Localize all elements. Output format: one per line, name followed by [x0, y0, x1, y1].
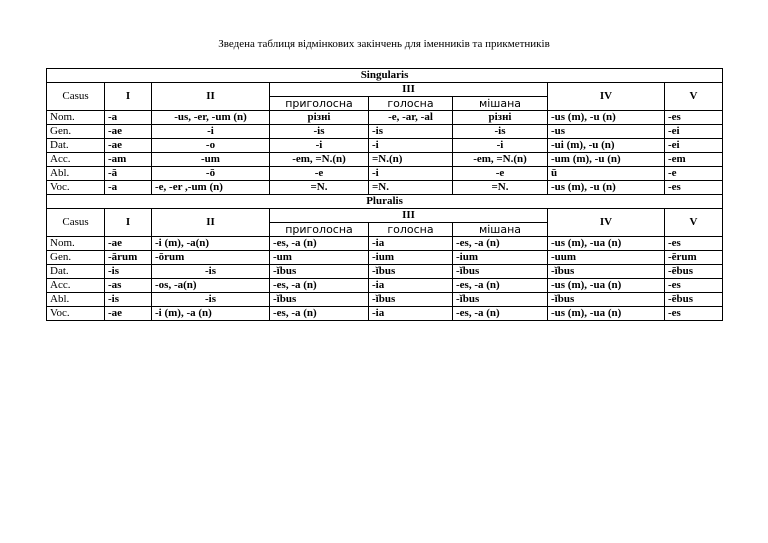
table-cell: =N. — [369, 181, 453, 195]
table-cell: -ae — [105, 237, 152, 251]
declension-3-header: III — [270, 209, 548, 223]
table-cell: -is — [453, 125, 548, 139]
table-cell: -am — [105, 153, 152, 167]
table-cell: -es, -a (n) — [270, 279, 369, 293]
singular-section-label: Singularis — [47, 69, 723, 83]
table-cell: -um — [270, 251, 369, 265]
table-cell: -i — [270, 139, 369, 153]
table-cell: -ae — [105, 307, 152, 321]
table-cell: -uum — [548, 251, 665, 265]
table-cell: -es, -a (n) — [270, 237, 369, 251]
plural-label-row — [47, 195, 723, 209]
table-cell: різні — [270, 111, 369, 125]
table-row — [47, 307, 723, 321]
page-title: Зведена таблиця відмінкових закінчень для іменників та прикметників — [218, 38, 550, 50]
table-cell: -ae — [105, 139, 152, 153]
case-label: Gen. — [47, 251, 105, 265]
table-row — [47, 265, 723, 279]
table-cell: -um — [152, 153, 270, 167]
singular-label-row — [47, 69, 723, 83]
table-cell: -is — [105, 293, 152, 307]
table-cell: -ēbus — [665, 265, 723, 279]
declension-2-header: II — [152, 209, 270, 237]
table-row — [47, 251, 723, 265]
table-cell: -a — [105, 181, 152, 195]
case-label: Voc. — [47, 181, 105, 195]
table-cell: -ĭbus — [453, 293, 548, 307]
table-cell: -ĭbus — [453, 265, 548, 279]
table-cell: -es — [665, 279, 723, 293]
case-label: Abl. — [47, 293, 105, 307]
table-cell: -ĭbus — [369, 265, 453, 279]
table-cell: -ō — [152, 167, 270, 181]
declension-5-header: V — [665, 209, 723, 237]
table-cell: ū — [548, 167, 665, 181]
table-cell: -e, -ar, -al — [369, 111, 453, 125]
table-cell: -us (m), -ua (n) — [548, 307, 665, 321]
table-cell: -us — [548, 125, 665, 139]
table-cell: -es — [665, 237, 723, 251]
declension-1-header: I — [105, 83, 152, 111]
subtype-consonant-header: приголосна — [270, 223, 369, 237]
table-cell: -o — [152, 139, 270, 153]
table-cell: -i — [152, 125, 270, 139]
table-cell: -es, -a (n) — [270, 307, 369, 321]
case-label: Acc. — [47, 153, 105, 167]
table-cell: -e — [270, 167, 369, 181]
table-cell: -ĭbus — [369, 293, 453, 307]
case-label: Nom. — [47, 111, 105, 125]
table-cell: різні — [453, 111, 548, 125]
table-cell: -i (m), -a(n) — [152, 237, 270, 251]
table-cell: -is — [369, 125, 453, 139]
subtype-vowel-header: голосна — [369, 223, 453, 237]
casus-header: Casus — [47, 209, 105, 237]
table-row — [47, 279, 723, 293]
table-row — [47, 167, 723, 181]
declension-table — [46, 68, 723, 321]
table-cell: -es, -a (n) — [453, 279, 548, 293]
table-cell: -ōrum — [152, 251, 270, 265]
table-cell: -ia — [369, 307, 453, 321]
table-row — [47, 293, 723, 307]
table-cell: -e, -er ,-um (n) — [152, 181, 270, 195]
table-cell: -is — [270, 125, 369, 139]
case-label: Voc. — [47, 307, 105, 321]
table-cell: -ae — [105, 125, 152, 139]
subtype-mixed-header: мішана — [453, 223, 548, 237]
table-cell: -em, =N.(n) — [270, 153, 369, 167]
subtype-consonant-header: приголосна — [270, 97, 369, 111]
table-row — [47, 111, 723, 125]
table-cell: -ā — [105, 167, 152, 181]
table-row — [47, 125, 723, 139]
declension-3-header: III — [270, 83, 548, 97]
case-label: Abl. — [47, 167, 105, 181]
table-cell: -i — [369, 167, 453, 181]
table-cell: -ĭbus — [548, 293, 665, 307]
table-cell: -ĭbus — [270, 293, 369, 307]
table-cell: -ei — [665, 139, 723, 153]
table-cell: -ui (m), -u (n) — [548, 139, 665, 153]
table-cell: -ārum — [105, 251, 152, 265]
table-cell: -ium — [453, 251, 548, 265]
table-cell: =N.(n) — [369, 153, 453, 167]
table-cell: -is — [105, 265, 152, 279]
table-cell: -es, -a (n) — [453, 237, 548, 251]
case-label: Gen. — [47, 125, 105, 139]
table-cell: -i — [369, 139, 453, 153]
casus-header: Casus — [47, 83, 105, 111]
case-label: Dat. — [47, 139, 105, 153]
table-cell: -ēbus — [665, 293, 723, 307]
declension-1-header: I — [105, 209, 152, 237]
table-cell: -ium — [369, 251, 453, 265]
subtype-mixed-header: мішана — [453, 97, 548, 111]
table-cell: -i — [453, 139, 548, 153]
table-cell: -ia — [369, 237, 453, 251]
table-row — [47, 181, 723, 195]
table-row — [47, 139, 723, 153]
table-cell: -es, -a (n) — [453, 307, 548, 321]
subtype-vowel-header: голосна — [369, 97, 453, 111]
table-cell: -em, =N.(n) — [453, 153, 548, 167]
table-cell: -es — [665, 111, 723, 125]
singular-header-row — [47, 83, 723, 97]
table-cell: -us (m), -ua (n) — [548, 237, 665, 251]
table-cell: -os, -a(n) — [152, 279, 270, 293]
case-label: Dat. — [47, 265, 105, 279]
declension-2-header: II — [152, 83, 270, 111]
table-cell: -ĭbus — [270, 265, 369, 279]
case-label: Nom. — [47, 237, 105, 251]
case-label: Acc. — [47, 279, 105, 293]
table-cell: -es — [665, 307, 723, 321]
table-cell: -ērum — [665, 251, 723, 265]
table-cell: -a — [105, 111, 152, 125]
table-cell: -e — [453, 167, 548, 181]
plural-header-row — [47, 209, 723, 223]
table-cell: -es — [665, 181, 723, 195]
table-cell: -us (m), -u (n) — [548, 111, 665, 125]
table-cell: -ei — [665, 125, 723, 139]
table-row — [47, 237, 723, 251]
table-cell: -ĭbus — [548, 265, 665, 279]
table-cell: =N. — [453, 181, 548, 195]
table-cell: -em — [665, 153, 723, 167]
table-row — [47, 153, 723, 167]
table-cell: =N. — [270, 181, 369, 195]
table-cell: -us, -er, -um (n) — [152, 111, 270, 125]
table-cell: -as — [105, 279, 152, 293]
table-cell: -e — [665, 167, 723, 181]
declension-4-header: IV — [548, 209, 665, 237]
table-cell: -us (m), -ua (n) — [548, 279, 665, 293]
table-cell: -us (m), -u (n) — [548, 181, 665, 195]
table-cell: -is — [152, 293, 270, 307]
table-cell: -um (m), -u (n) — [548, 153, 665, 167]
table-cell: -ia — [369, 279, 453, 293]
declension-5-header: V — [665, 83, 723, 111]
plural-section-label: Pluralis — [47, 195, 723, 209]
table-cell: -i (m), -a (n) — [152, 307, 270, 321]
table-cell: -is — [152, 265, 270, 279]
declension-4-header: IV — [548, 83, 665, 111]
